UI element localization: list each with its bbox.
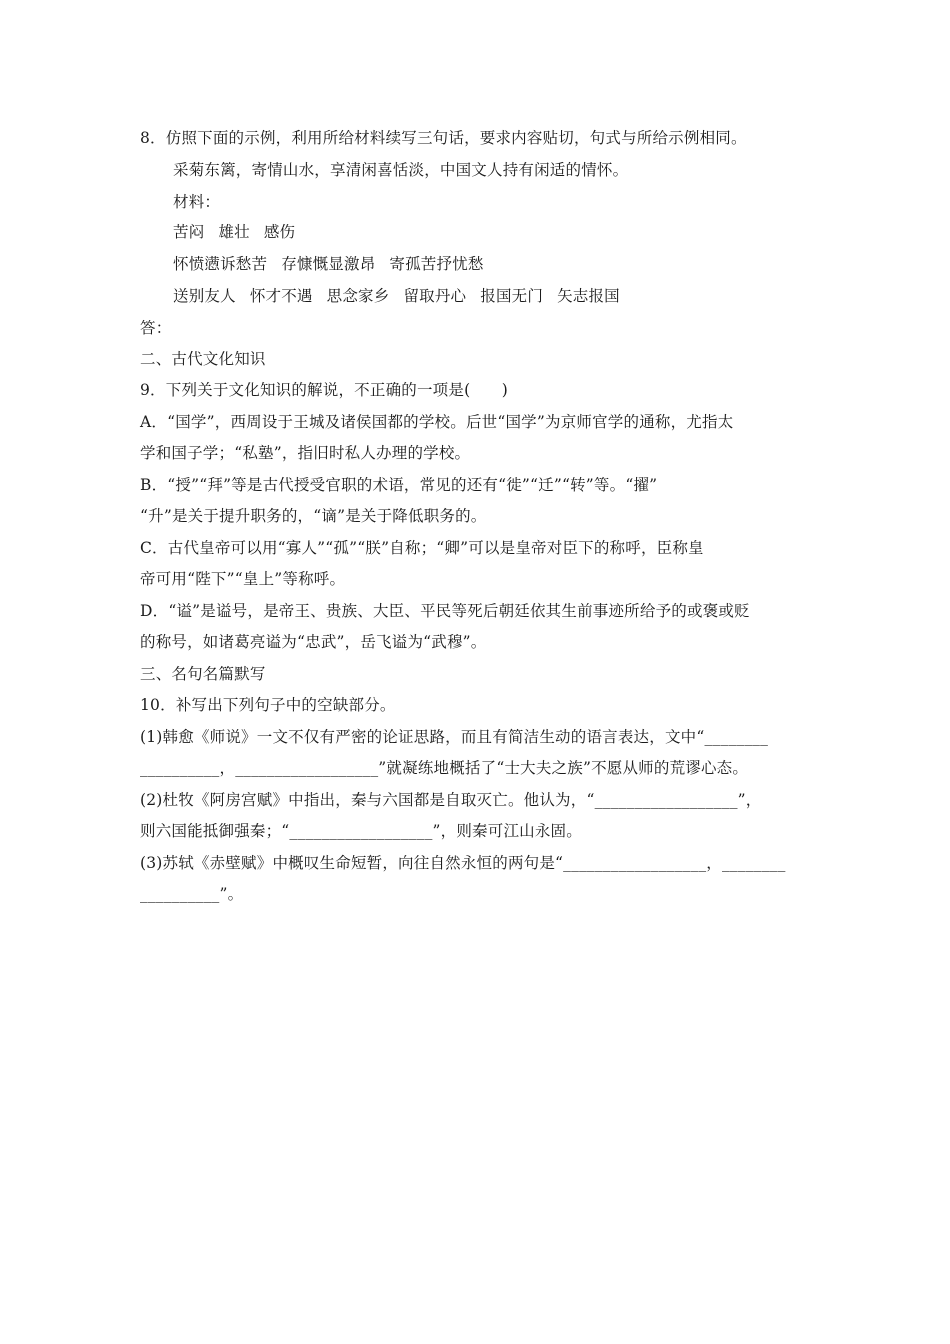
q9-option-b-line1: B．“授”“拜”等是古代授受官职的术语，常见的还有“徙”“迁”“转”等。“擢” (140, 476, 658, 494)
section-heading-culture: 二、古代文化知识 (140, 350, 266, 368)
q10-item2-line1: (2)杜牧《阿房宫赋》中指出，秦与六国都是自取灭亡。他认为，“__________________”， (140, 791, 762, 809)
q10-item3-line1: (3)苏轼《赤壁赋》中概叹生命短暂，向往自然永恒的两句是“__________________，________ (140, 854, 786, 872)
q10-item1-line1: (1)韩愈《师说》一文不仅有严密的论证思路，而且有简洁生动的语言表达，文中“________ (140, 728, 769, 746)
material-word: 感伤 (263, 223, 296, 241)
q10-item1-line2: __________，__________________”就凝练地概括了“士大夫之族”不愿从师的荒谬心态。 (140, 759, 749, 777)
section-heading-recitation: 三、名句名篇默写 (140, 665, 266, 683)
q8-material-row-2 (173, 254, 845, 274)
material-theme: 送别友人 (173, 287, 236, 305)
material-word: 雄壮 (218, 223, 250, 241)
q9-option-a-line1: A．“国学”，西周设于王城及诸侯国都的学校。后世“国学”为京师官学的通称，尤指太 (140, 413, 734, 431)
material-theme: 怀才不遇 (249, 287, 313, 305)
q8-material-label: 材料： (173, 193, 221, 211)
q9-option-c-line2: 帝可用“陛下”“皇上”等称呼。 (140, 570, 346, 588)
q9-option-d-line2: 的称号，如诸葛亮谥为“忠武”，岳飞谥为“武穆”。 (140, 633, 487, 651)
q9-stem: 9．下列关于文化知识的解说，不正确的一项是( ) (140, 381, 508, 399)
q9-option-a-line2: 学和国子学；“私塾”，指旧时私人办理的学校。 (140, 444, 471, 462)
q10-item2-line2: 则六国能抵御强秦；“__________________”，则秦可江山永固。 (140, 822, 582, 840)
material-theme: 报国无门 (480, 287, 544, 305)
q8-example: 采菊东篱，寄情山水，享清闲喜恬淡，中国文人持有闲适的情怀。 (173, 161, 629, 179)
q8-material-row-1 (173, 222, 845, 242)
q9-option-c-line1: C．古代皇帝可以用“寡人”“孤”“朕”自称；“卿”可以是皇帝对臣下的称呼，臣称皇 (140, 539, 704, 557)
material-theme: 留取丹心 (403, 287, 467, 305)
material-theme: 矢志报国 (557, 287, 620, 305)
q10-item3-line2: __________”。 (140, 885, 244, 903)
q9-option-d-line1: D．“谥”是谥号，是帝王、贵族、大臣、平民等死后朝廷依其生前事迹所给予的或褒或贬 (140, 602, 750, 620)
material-phrase: 寄孤苦抒忧愁 (389, 255, 484, 273)
q8-prompt: 8．仿照下面的示例，利用所给材料续写三句话，要求内容贴切，句式与所给示例相同。 (140, 129, 747, 147)
material-phrase: 怀愤懑诉愁苦 (173, 255, 268, 273)
q10-stem: 10．补写出下列句子中的空缺部分。 (140, 696, 396, 714)
material-word: 苦闷 (173, 223, 205, 241)
q8-material-row-3 (173, 286, 845, 306)
material-theme: 思念家乡 (326, 287, 390, 305)
q8-answer-label: 答： (140, 319, 172, 337)
q9-option-b-line2: “升”是关于提升职务的，“谪”是关于降低职务的。 (140, 507, 487, 525)
material-phrase: 存慷慨显激昂 (281, 255, 376, 273)
